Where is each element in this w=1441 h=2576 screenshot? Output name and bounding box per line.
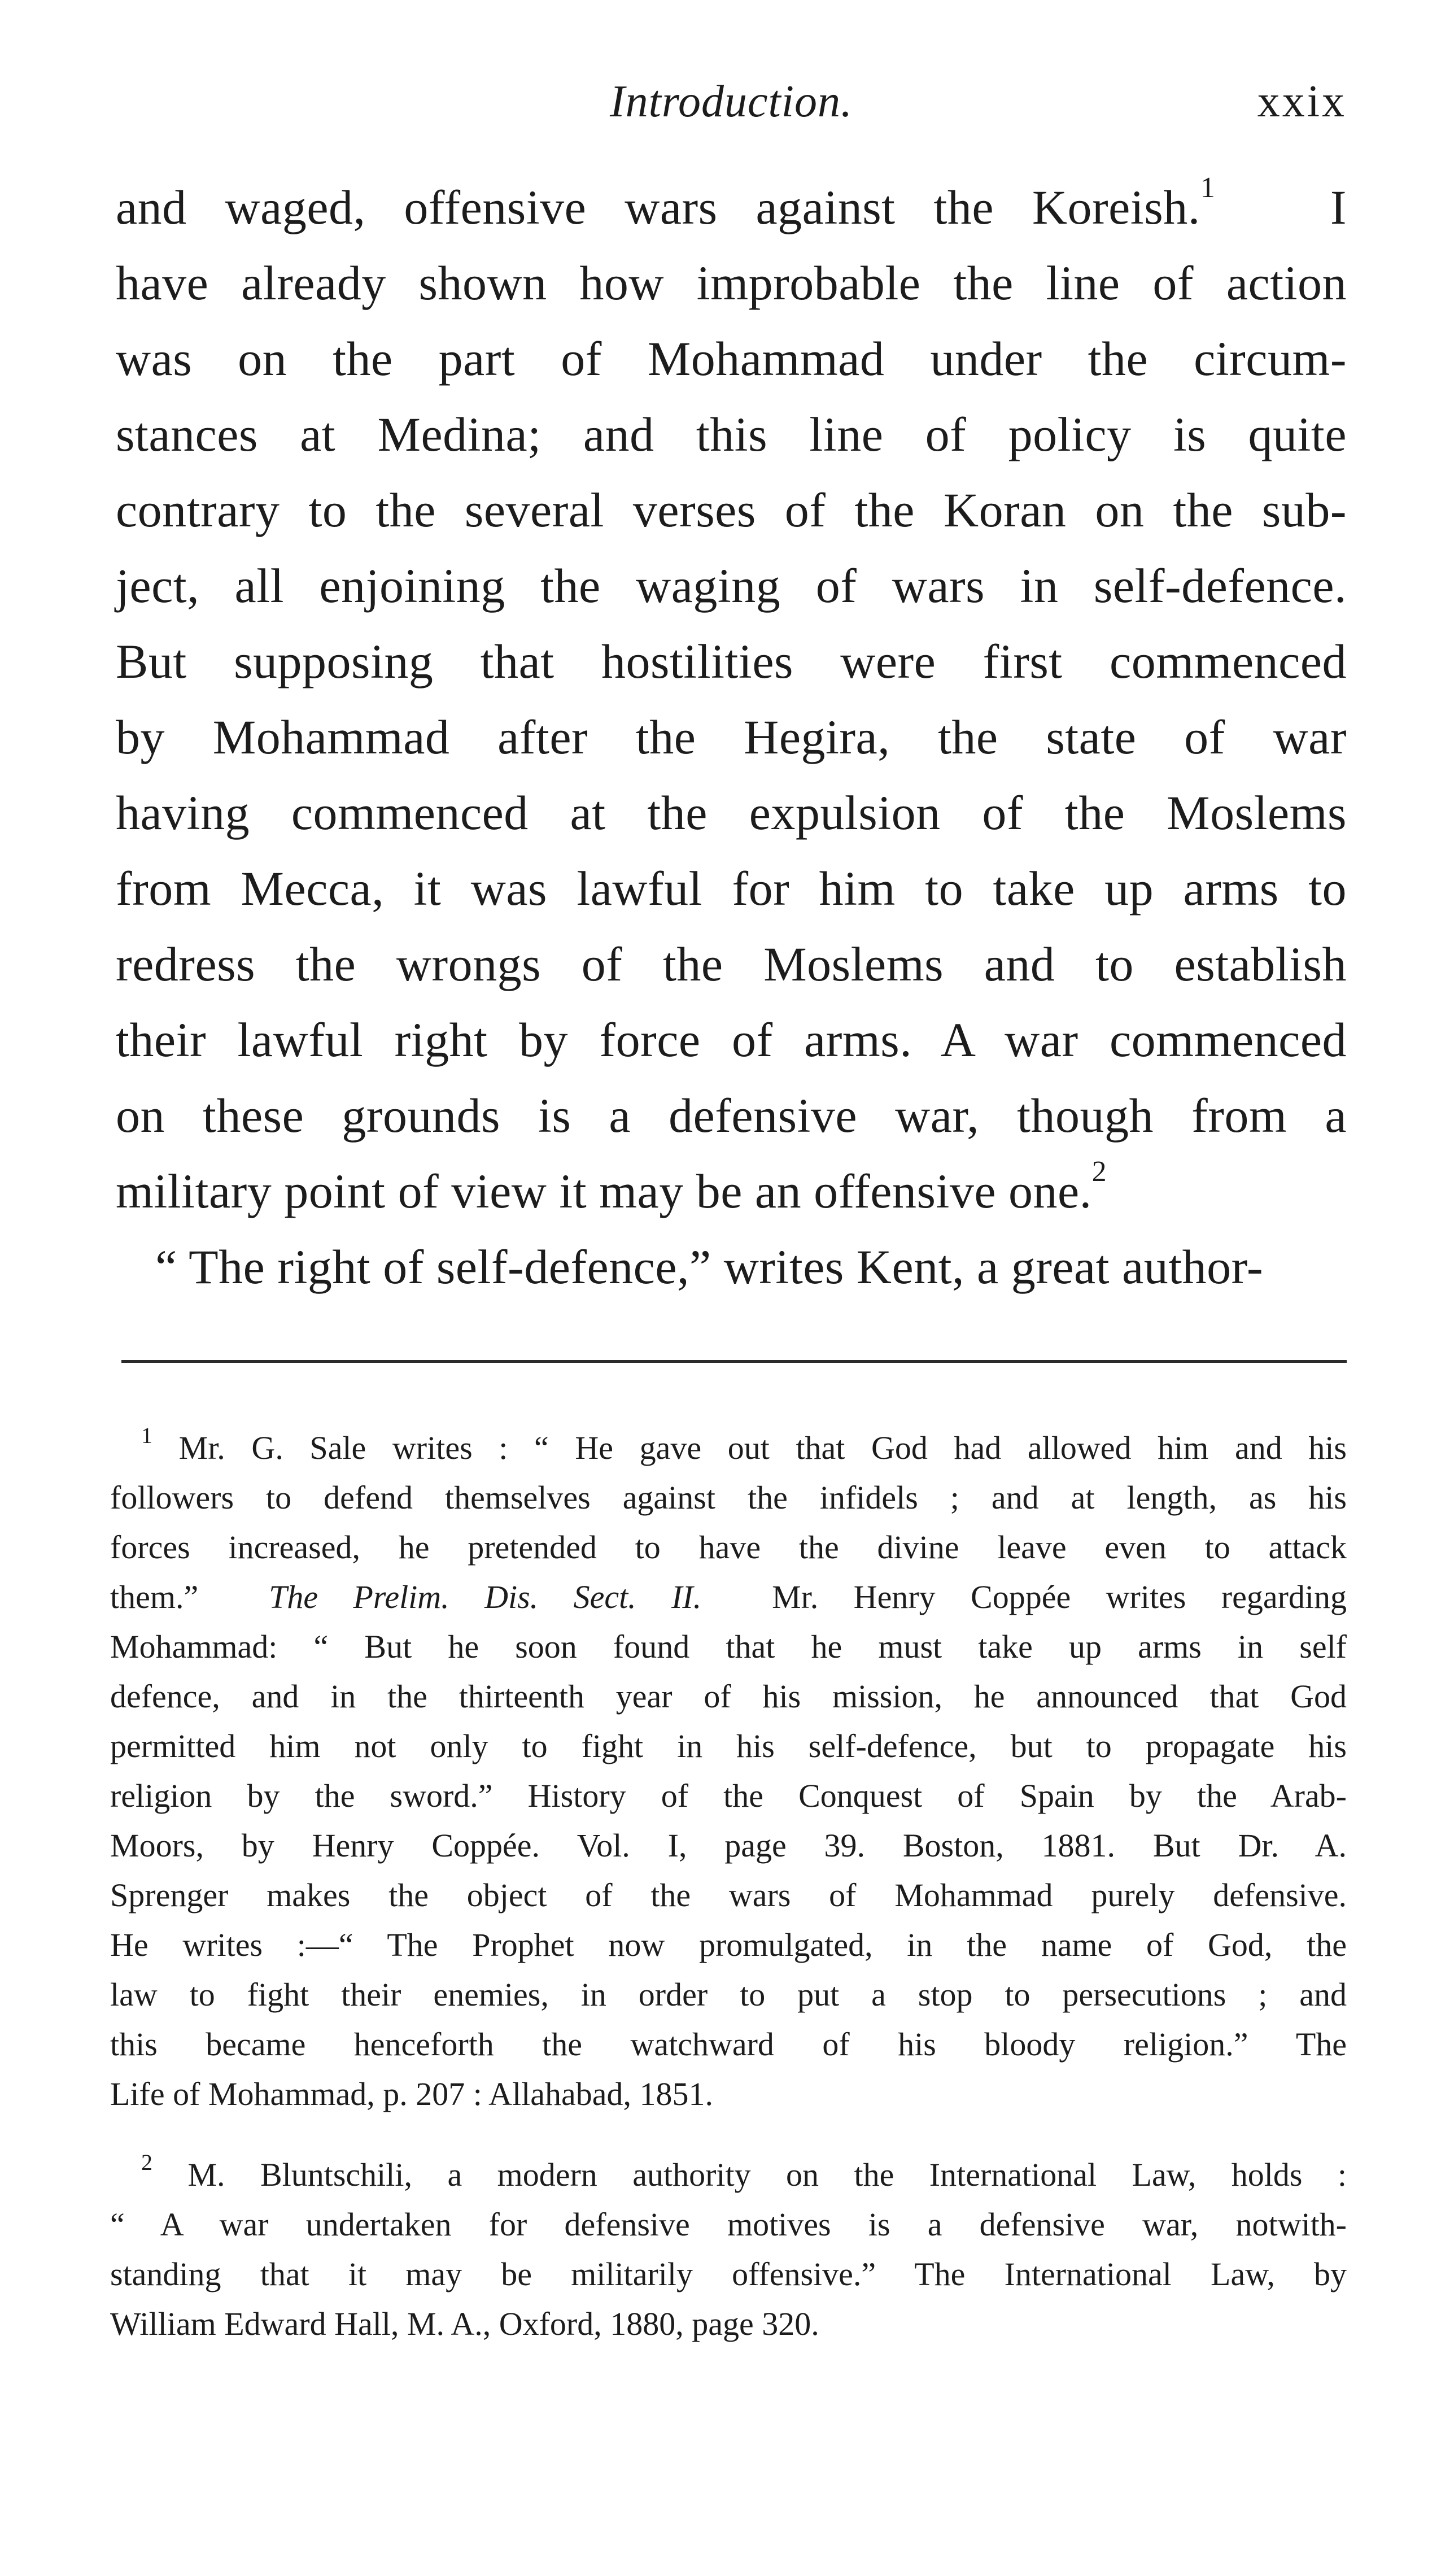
running-title: Introduction.	[610, 77, 853, 127]
footnote-divider	[121, 1360, 1347, 1363]
footnote-line: $^1$ Mr. G. Sale writes : “ He gave out that God had allowed him and his	[141, 1423, 1347, 1466]
footnote-line: permitted him not only to fight in his self-defence, but to propagate his	[110, 1728, 1347, 1764]
text-line: from Mecca, it was lawful for him to take up arms to	[116, 861, 1347, 916]
footnote-line: Life of Mohammad, p. 207 : Allahabad, 1851.	[110, 2076, 713, 2112]
text-line: “ The right of self-defence,” writes Kent, a great author-	[155, 1240, 1264, 1294]
footnote-line: $^2$ M. Bluntschili, a modern authority on the International Law, holds :	[141, 2150, 1347, 2193]
text-line: have already shown how improbable the line of action	[116, 256, 1347, 310]
text-line: by Mohammad after the Hegira, the state of war	[116, 710, 1347, 764]
text-line: on these grounds is a defensive war, though from a	[116, 1088, 1347, 1143]
footnote-marker: 2	[141, 2150, 152, 2175]
footnote-line: them.” The Prelim. Dis. Sect. II. Mr. Henry Coppée writes regarding	[110, 1579, 1347, 1615]
footnote-line: He writes :—“ The Prophet now promulgated, in the name of God, the	[110, 1926, 1347, 1963]
text-line: stances at Medina; and this line of policy is quite	[116, 407, 1347, 461]
text-line: was on the part of Mohammad under the circum-	[116, 332, 1347, 386]
footnote-reference-1: 1	[1200, 172, 1216, 204]
footnote-line: forces increased, he pretended to have the divine leave even to attack	[110, 1529, 1347, 1566]
footnote-2	[110, 2150, 1347, 2349]
footnote-spacer	[110, 2119, 1347, 2150]
text-line: their lawful right by force of arms. A war commenced	[116, 1013, 1347, 1067]
running-header	[116, 68, 1347, 136]
text-line: contrary to the several verses of the Koran on the sub-	[116, 483, 1347, 537]
footnote-line: standing that it may be militarily offensive.” The International Law, by	[110, 2256, 1347, 2292]
footnote-line: William Edward Hall, M. A., Oxford, 1880, page 320.	[110, 2305, 819, 2342]
footnote-marker: 1	[141, 1423, 152, 1448]
footnote-line: Moors, by Henry Coppée. Vol. I, page 39. Boston, 1881. But Dr. A.	[110, 1827, 1347, 1864]
footnote-line: Mohammad: “ But he soon found that he must take up arms in self	[110, 1628, 1347, 1665]
footnote-line: religion by the sword.” History of the Conquest of Spain by the Arab-	[110, 1777, 1347, 1814]
footnotes	[110, 1423, 1347, 2349]
main-text	[116, 169, 1347, 1305]
footnote-line: followers to defend themselves against the infidels ; and at length, as his	[110, 1479, 1347, 1516]
page-number: xxix	[1257, 77, 1347, 127]
footnote-1	[110, 1423, 1347, 2119]
text-line: redress the wrongs of the Moslems and to establish	[116, 937, 1347, 991]
footnote-line: law to fight their enemies, in order to put a stop to persecutions ; and	[110, 1976, 1347, 2013]
text-line: military point of view it may be an offensive one.$^2$	[116, 1156, 1107, 1218]
work-title: The Prelim. Dis. Sect. II.	[269, 1579, 702, 1615]
text-line: and waged, offensive wars against the Koreish.$^1$ I	[116, 172, 1347, 234]
text-line: ject, all enjoining the waging of wars in self-defence.	[116, 559, 1347, 613]
footnote-reference-2: 2	[1091, 1156, 1107, 1188]
footnote-line: Sprenger makes the object of the wars of Mohammad purely defensive.	[110, 1877, 1347, 1914]
footnote-line: this became henceforth the watchward of his bloody religion.” The	[110, 2026, 1347, 2063]
text-line: But supposing that hostilities were first commenced	[116, 634, 1347, 688]
text-line: having commenced at the expulsion of the Moslems	[116, 786, 1347, 840]
footnote-line: “ A war undertaken for defensive motives is a defensive war, notwith-	[110, 2206, 1347, 2243]
footnote-line: defence, and in the thirteenth year of his mission, he announced that God	[110, 1678, 1347, 1715]
